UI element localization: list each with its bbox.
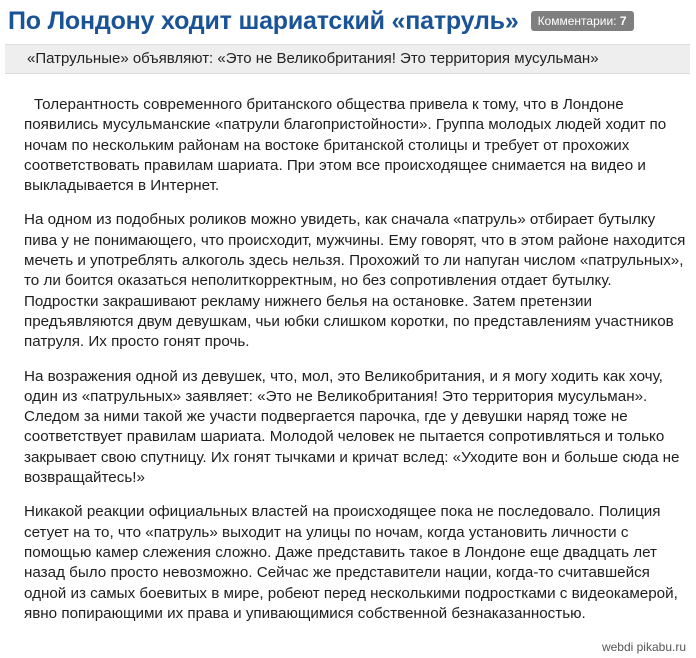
article-header bbox=[8, 4, 688, 38]
article-body bbox=[24, 95, 690, 638]
comments-count: 7 bbox=[619, 14, 627, 28]
comments-label: Комментарии: bbox=[537, 14, 617, 28]
site-watermark: webdi pikabu.ru bbox=[598, 639, 690, 655]
article-title: По Лондону ходит шариатский «патруль» bbox=[8, 6, 519, 35]
article-paragraph: На одном из подобных роликов можно увидеть, как сначала «патруль» отбирает бутылку пива у не понимающего, что происходит, мужчины. Ему говорят, что в этом районе находится мечеть и употреблять алкоголь здесь нельзя. Прохожий то ли напуган числом «патрульных», то ли боится оказаться неполиткорректным, но без сопротивления отдает бутылку. Подростки закрашивают рекламу нижнего белья на остановке. Затем претензии предъявляются двум девушкам, чьи юбки слишком коротки, по представлениям участников патруля. Их просто гонят прочь. bbox=[24, 211, 686, 351]
comments-count-badge[interactable] bbox=[531, 11, 634, 31]
article-paragraph: Толерантность современного британского общества привела к тому, что в Лондоне появились мусульманские «патрули благопристойности». Группа молодых людей ходит по ночам по нескольким районам на востоке британской столицы и требует от прохожих соответствовать правилам шариата. При этом все происходящее снимается на видео и выкладывается в Интернет. bbox=[24, 96, 667, 195]
article-paragraph: На возражения одной из девушек, что, мол, это Великобритания, и я могу ходить как хочу, один из «патрульных» заявляет: «Это не Великобритания! Это территория мусульман». Следом за ними такой же участи подвергается парочка, где у девушки наряд тоже не соответствует правилам шариата. Молодой человек не пытается сопротивляться и только закрывает свою спутницу. Их гонят тычками и кричат вслед: «Уходите вон и больше сюда не возвращайтесь!» bbox=[24, 367, 680, 487]
article-paragraph: Никакой реакции официальных властей на происходящее пока не последовало. Полиция сетует на то, что «патруль» выходит на улицы по ночам, когда установить личности с помощью камер слежения сложно. Даже представить такое в Лондоне еще двадцать лет назад было просто невозможно. Сейчас же представители нации, когда-то считавшейся одной из самых боевитых в мире, робеют перед несколькими подростками с видеокамерой, явно попирающими их права и упивающимися собственной безнаказанностью. bbox=[24, 503, 678, 622]
article-lead: «Патрульные» объявляют: «Это не Великобритания! Это территория мусульман» bbox=[5, 44, 690, 74]
